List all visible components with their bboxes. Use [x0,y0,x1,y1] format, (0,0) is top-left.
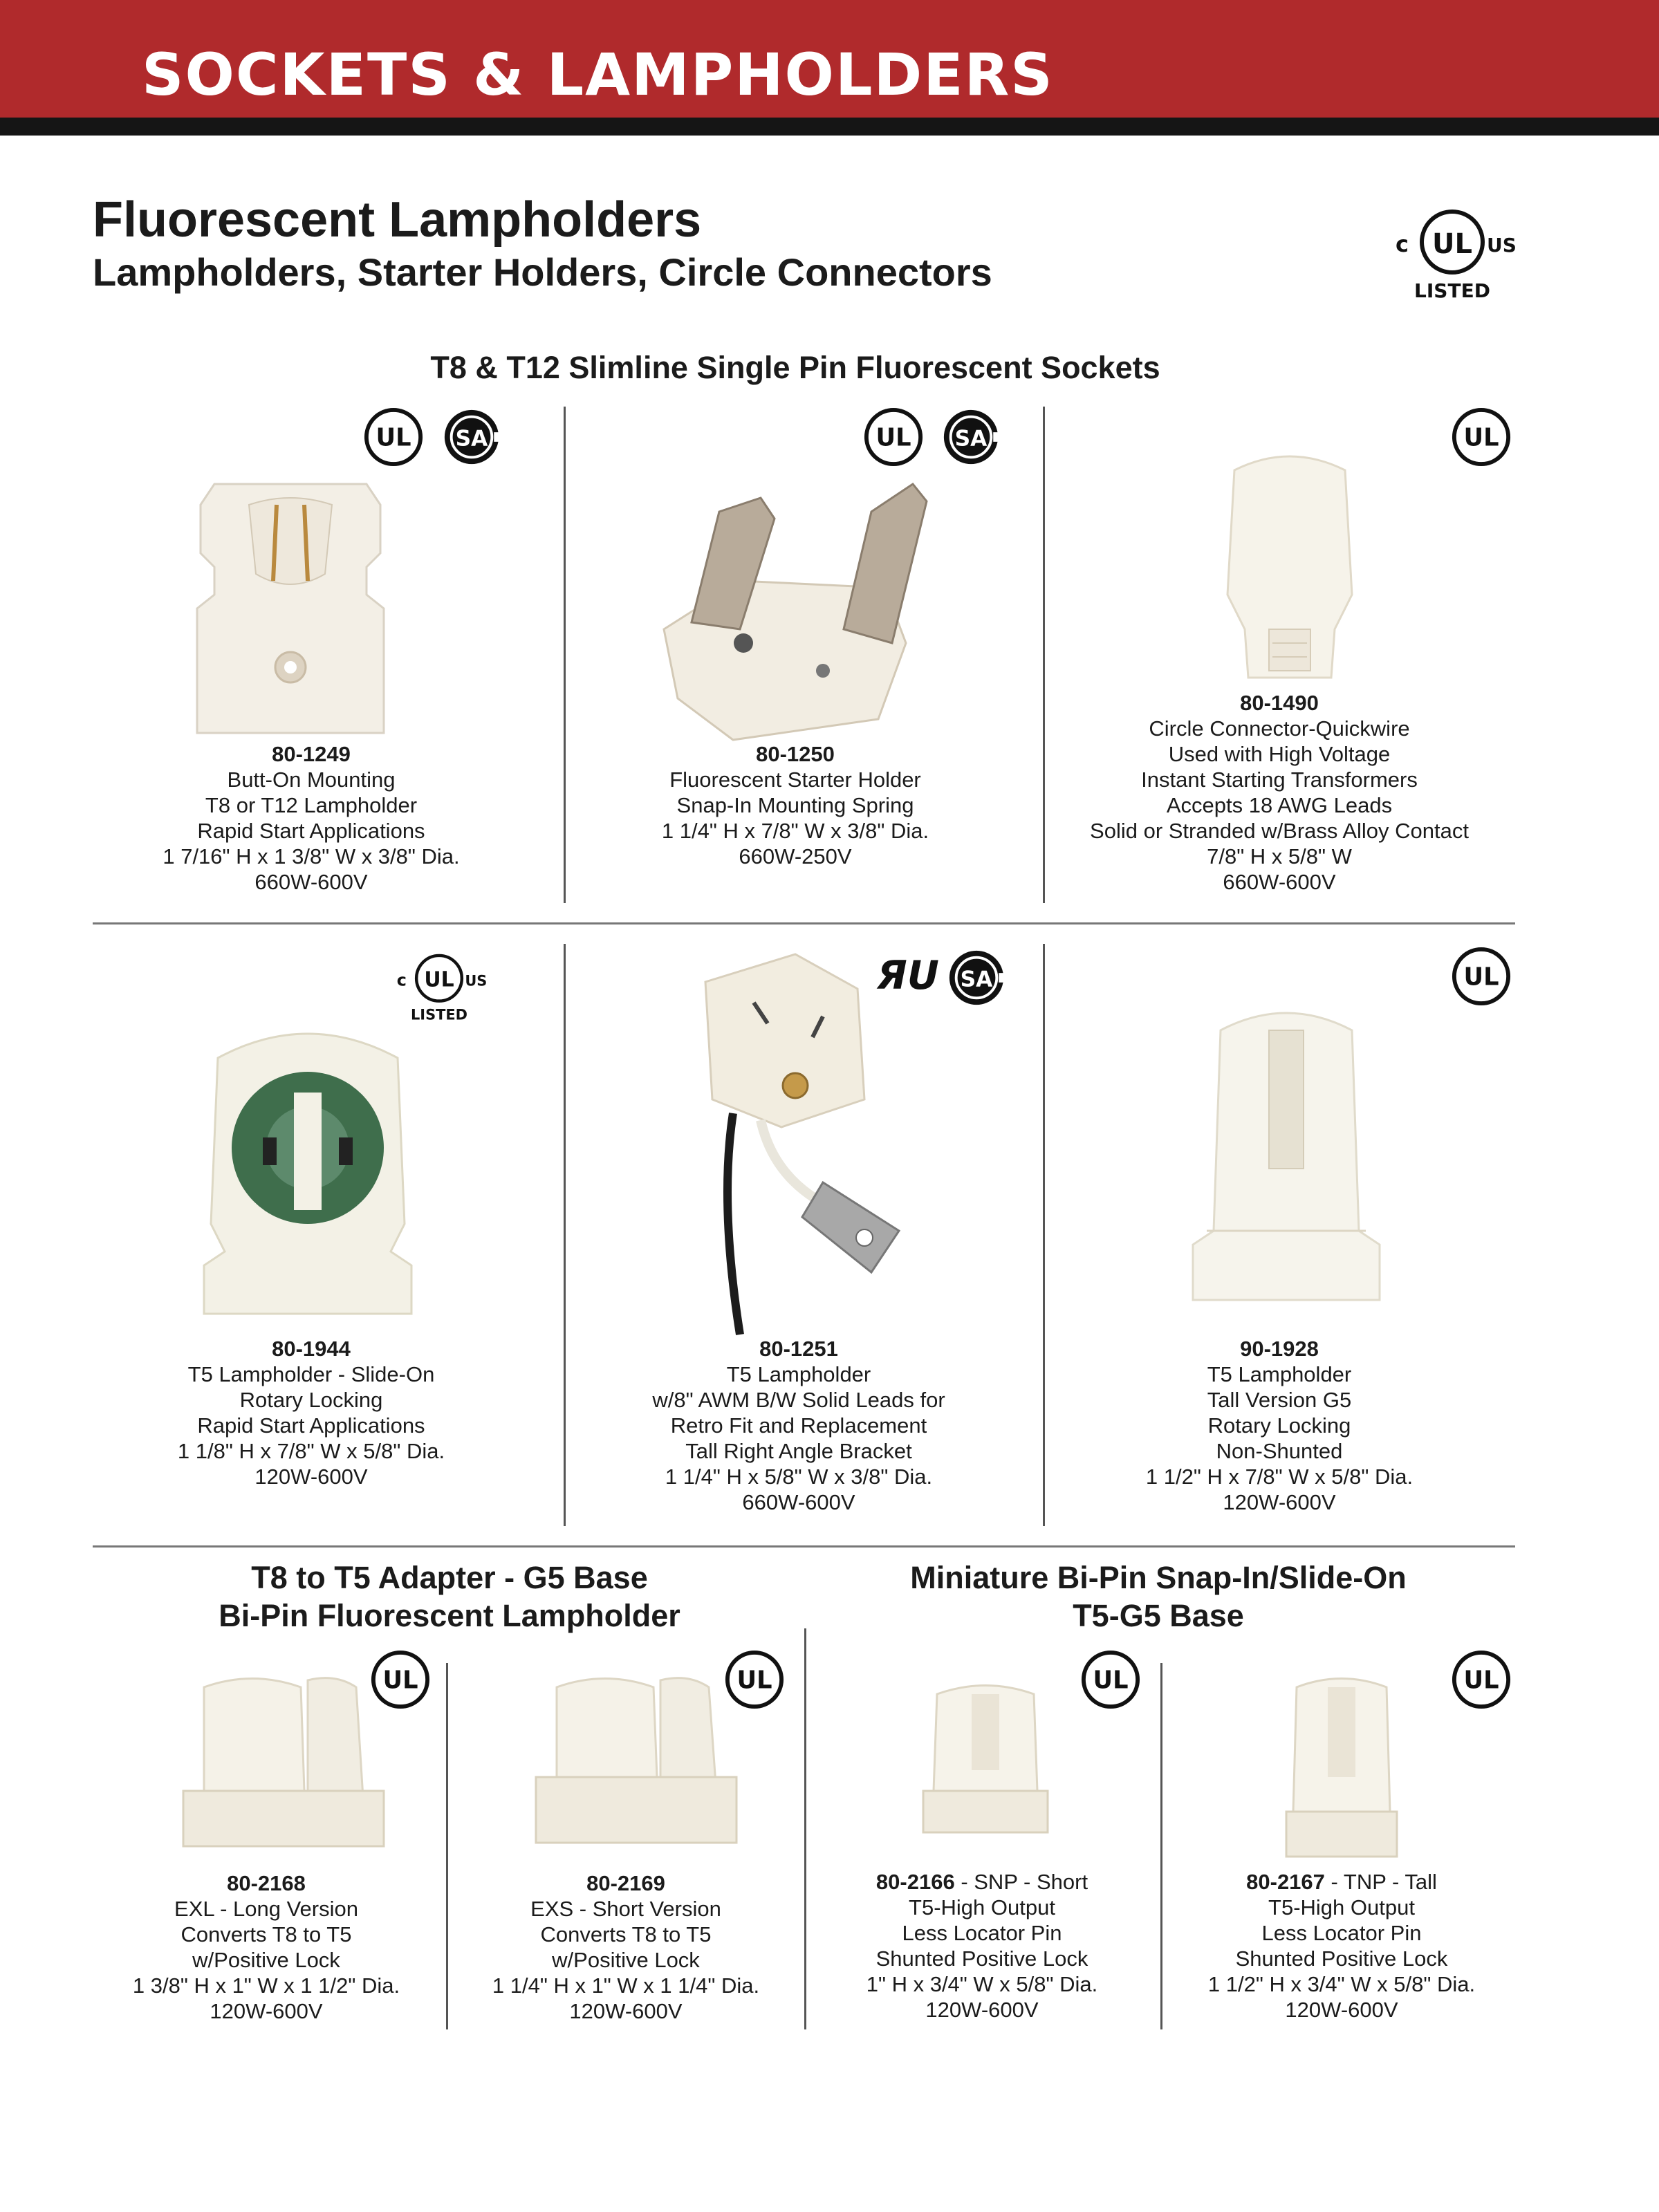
product-image-80-2167 [1279,1673,1404,1864]
spec-line: 120W-600V [210,1999,323,2023]
product-caption-80-1490 [1051,690,1508,895]
part-suffix: - TNP - Tall [1324,1870,1437,1894]
part-heading-line [813,1869,1151,1895]
spec-line: T5-High Output [909,1895,1055,1920]
product-image-80-2169 [529,1673,743,1853]
spec-line: Converts T8 to T5 [540,1922,712,1946]
part-number: 80-1250 [756,742,835,766]
part-number: 90-1928 [1240,1337,1319,1361]
section-heading-adapter-2: Bi-Pin Fluorescent Lampholder [219,1598,680,1633]
spec-line: Used with High Voltage [1168,742,1391,766]
spec-line: Tall Version G5 [1207,1388,1352,1412]
header-banner [0,0,1659,118]
product-image-80-1249 [187,477,394,740]
ul-mark-icon [1451,407,1512,467]
spec-line: Solid or Stranded w/Brass Alloy Contact [1090,819,1469,843]
part-number: 80-2167 [1246,1870,1325,1894]
part-number: 80-1249 [272,742,351,766]
listing-c: c [1396,231,1409,257]
csa-mark-icon [946,947,1007,1008]
column-divider [564,407,566,903]
column-divider [1043,407,1045,903]
part-number: 80-1490 [1240,691,1319,715]
section-heading-adapter-1: T8 to T5 Adapter - G5 Base [251,1560,648,1595]
section-heading-miniature-1: Miniature Bi-Pin Snap-In/Slide-On [910,1560,1407,1595]
spec-line: Tall Right Angle Bracket [685,1439,912,1463]
spec-line: Snap-In Mounting Spring [676,793,914,817]
spec-line: EXL - Long Version [174,1897,358,1921]
spec-line: w/Positive Lock [552,1948,700,1972]
spec-line: Butt-On Mounting [227,768,396,792]
spec-line: Shunted Positive Lock [875,1946,1088,1971]
spec-line: 1 1/8" H x 7/8" W x 5/8" Dia. [177,1439,445,1463]
part-number: 80-2166 [875,1870,955,1894]
column-divider [1160,1663,1162,2029]
product-image-80-1490 [1214,443,1366,691]
spec-line: Fluorescent Starter Holder [669,768,921,792]
csa-mark-icon [940,407,1001,467]
listing-us: US [465,972,488,989]
spec-line: Retro Fit and Replacement [670,1413,927,1438]
spec-line: T5-High Output [1268,1895,1415,1920]
spec-line: 1 1/4" H x 5/8" W x 3/8" Dia. [665,1465,933,1489]
spec-line: Accepts 18 AWG Leads [1166,793,1393,817]
spec-line: Instant Starting Transformers [1141,768,1418,792]
spec-line: Shunted Positive Lock [1235,1946,1448,1971]
spec-line: w/Positive Lock [192,1948,340,1972]
spec-line: 660W-600V [742,1490,855,1514]
section-heading-t8-t12: T8 & T12 Slimline Single Pin Fluorescent Sockets [430,350,1160,385]
product-caption-80-1250 [574,741,1017,869]
ul-mark-icon [863,407,924,467]
row-divider [93,1545,1515,1548]
product-image-80-1251 [692,940,913,1341]
spec-line: Non-Shunted [1216,1439,1343,1463]
part-suffix: - SNP - Short [954,1870,1088,1894]
spec-line: Rotary Locking [1207,1413,1351,1438]
banner-divider [0,118,1659,136]
page-subtitle: Lampholders, Starter Holders, Circle Connectors [93,250,992,294]
ul-mark-icon [1451,1649,1512,1710]
spec-line: T5 Lampholder - Slide-On [187,1362,435,1386]
spec-line: 120W-600V [925,1998,1039,2022]
column-divider [446,1663,448,2029]
svg-text:UL: UL [1432,228,1472,260]
ul-mark-icon [363,407,424,467]
listing-listed: LISTED [411,1006,467,1023]
listing-us: US [1487,234,1517,257]
product-caption-80-2168 [100,1870,432,2024]
product-image-80-1944 [190,1016,425,1321]
product-caption-80-2166 [813,1869,1151,2023]
product-image-90-1928 [1186,1003,1387,1307]
spec-line: Converts T8 to T5 [180,1922,352,1946]
spec-line: 120W-600V [569,1999,683,2023]
product-caption-80-1251 [574,1336,1023,1515]
spec-line: 1 1/4" H x 7/8" W x 3/8" Dia. [661,819,929,843]
spec-line: Rapid Start Applications [197,1413,425,1438]
part-number: 80-1944 [272,1337,351,1361]
spec-line: 1" H x 3/4" W x 5/8" Dia. [866,1972,1098,1996]
ul-mark-icon [1451,946,1512,1007]
product-caption-90-1928 [1051,1336,1508,1515]
banner-title: SOCKETS & LAMPHOLDERS [142,41,1054,109]
product-caption-80-1944 [104,1336,519,1489]
part-heading-line [1169,1869,1514,1895]
column-divider [804,1628,806,2029]
part-number: 80-2169 [586,1871,665,1895]
spec-line: 660W-600V [254,870,368,894]
csa-mark-icon [441,407,502,467]
product-image-80-1250 [636,470,968,747]
spec-line: 120W-600V [1223,1490,1336,1514]
column-divider [564,944,566,1526]
row-divider [93,922,1515,924]
c-ul-us-listed-mark-icon [387,947,491,1025]
spec-line: 1 7/16" H x 1 3/8" W x 3/8" Dia. [163,844,460,868]
spec-line: EXS - Short Version [530,1897,721,1921]
product-image-80-2168 [176,1673,391,1853]
spec-line: 1 3/8" H x 1" W x 1 1/2" Dia. [132,1973,400,1998]
column-divider [1043,944,1045,1526]
spec-line: 1 1/2" H x 7/8" W x 5/8" Dia. [1145,1465,1414,1489]
part-number: 80-1251 [759,1337,838,1361]
spec-line: 120W-600V [254,1465,368,1489]
product-caption-80-2169 [456,1870,795,2024]
spec-line: Rotary Locking [239,1388,383,1412]
spec-line: 1 1/2" H x 3/4" W x 5/8" Dia. [1207,1972,1476,1996]
spec-line: T5 Lampholder [726,1362,871,1386]
listing-listed: LISTED [1414,279,1490,302]
spec-line: Less Locator Pin [1261,1921,1422,1945]
svg-text:UL: UL [424,967,454,992]
spec-line: Less Locator Pin [902,1921,1062,1945]
section-heading-miniature-2: T5-G5 Base [1073,1598,1244,1633]
product-caption-80-1249 [104,741,519,895]
listing-c: c [396,970,407,990]
spec-line: Circle Connector-Quickwire [1149,716,1410,741]
spec-line: T5 Lampholder [1207,1362,1352,1386]
page-title: Fluorescent Lampholders [93,192,702,248]
spec-line: 7/8" H x 5/8" W [1207,844,1352,868]
c-ul-us-listed-mark-icon [1383,201,1521,304]
spec-line: 660W-250V [739,844,852,868]
spec-line: T8 or T12 Lampholder [205,793,418,817]
ul-mark-icon [1080,1649,1141,1710]
spec-line: 120W-600V [1285,1998,1398,2022]
spec-line: w/8" AWM B/W Solid Leads for [652,1388,945,1412]
spec-line: Rapid Start Applications [197,819,425,843]
product-caption-80-2167 [1169,1869,1514,2023]
spec-line: 660W-600V [1223,870,1336,894]
spec-line: 1 1/4" H x 1" W x 1 1/4" Dia. [492,1973,760,1998]
part-number: 80-2168 [227,1871,306,1895]
product-image-80-2166 [916,1680,1055,1839]
